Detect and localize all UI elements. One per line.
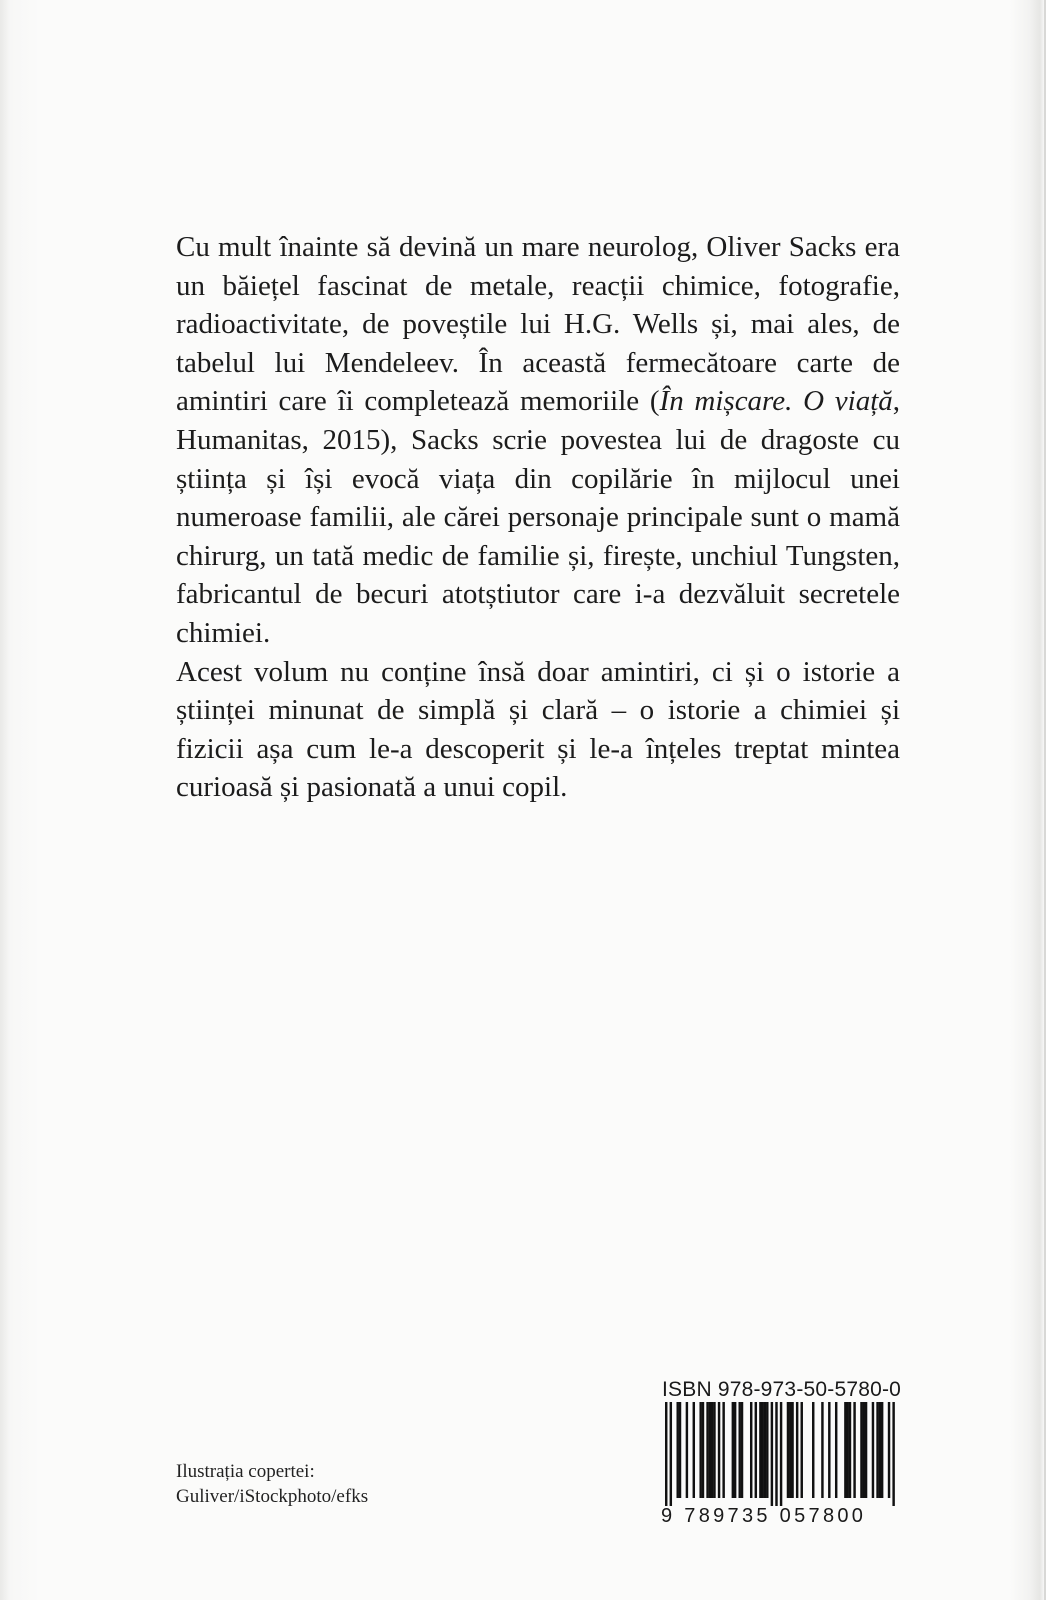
barcode-bar bbox=[771, 1402, 773, 1506]
barcode-bar bbox=[865, 1402, 867, 1498]
barcode-bar bbox=[775, 1402, 777, 1506]
barcode-bar bbox=[863, 1402, 865, 1498]
barcode-bar bbox=[670, 1402, 672, 1506]
barcode-bar bbox=[679, 1402, 681, 1498]
barcode-bar bbox=[812, 1402, 814, 1498]
barcode-bar bbox=[739, 1402, 741, 1498]
barcode-bar bbox=[665, 1402, 667, 1506]
cover-edge bbox=[1044, 0, 1046, 1600]
barcode-bar bbox=[764, 1402, 766, 1498]
blurb-text-part-a: Cu mult înainte să devină un mare neurolog, Oliver Sacks era un băiețel fascinat de metale, reacții chimice, fotografie, radioactivitate, de poveștile lui H.G. Wells și, mai ales, de tabelul lui Mendeleev. În această fermecătoare carte de amintiri care îi completează memoriile ( bbox=[176, 231, 900, 418]
barcode-bar bbox=[711, 1402, 713, 1498]
barcode-bar bbox=[789, 1402, 791, 1498]
barcode-bar bbox=[828, 1402, 830, 1498]
barcode-bar bbox=[881, 1402, 883, 1498]
credits-label: Ilustrația copertei: bbox=[176, 1461, 315, 1482]
barcode-bar bbox=[796, 1402, 798, 1498]
barcode-bar bbox=[853, 1402, 855, 1498]
barcode-bar bbox=[860, 1402, 862, 1498]
barcode-bar bbox=[686, 1402, 688, 1498]
barcode-bar bbox=[750, 1402, 752, 1498]
barcode-bar bbox=[780, 1402, 782, 1506]
blurb-paragraph-1 bbox=[176, 228, 900, 653]
barcode-bar bbox=[766, 1402, 768, 1498]
memoir-title: În mișcare. O viață bbox=[659, 385, 893, 418]
barcode-bar bbox=[787, 1402, 789, 1498]
barcode-bar bbox=[676, 1402, 678, 1498]
barcode-bar bbox=[741, 1402, 743, 1498]
barcode-bar bbox=[706, 1402, 708, 1498]
credits-source: Guliver/iStockphoto/efks bbox=[176, 1486, 369, 1507]
barcode-bar bbox=[801, 1402, 803, 1498]
barcode-bar bbox=[849, 1402, 851, 1498]
barcode-bar bbox=[699, 1402, 701, 1498]
barcode-bar bbox=[713, 1402, 715, 1498]
blurb-paragraph-2: Acest volum nu conține însă doar amintiri, ci și o istorie a științei minunat de simplă și clară – o istorie a chimiei și fizicii așa cum le-a descoperit și le-a înțeles treptat mintea curioasă și pasionată a unui copil. bbox=[176, 655, 900, 804]
barcode-bar bbox=[879, 1402, 881, 1498]
barcode-bar bbox=[835, 1402, 837, 1498]
isbn-label: ISBN 978-973-50-5780-0 bbox=[662, 1378, 902, 1401]
barcode-bar bbox=[718, 1402, 720, 1498]
barcode-bar bbox=[693, 1402, 695, 1498]
barcode-bar bbox=[872, 1402, 874, 1498]
barcode-bar bbox=[888, 1402, 890, 1498]
book-blurb bbox=[176, 228, 900, 807]
barcode-bar bbox=[702, 1402, 704, 1498]
barcode-bar bbox=[821, 1402, 823, 1498]
barcode-bar bbox=[876, 1402, 878, 1498]
barcode-bar bbox=[844, 1402, 846, 1498]
barcode-digits: 9 789735 057800 bbox=[661, 1505, 867, 1527]
barcode-bar bbox=[759, 1402, 761, 1498]
cover-credits bbox=[176, 1459, 368, 1509]
barcode-bar bbox=[722, 1402, 724, 1498]
barcode-bar bbox=[791, 1402, 793, 1498]
barcode-bar bbox=[734, 1402, 736, 1498]
barcode-bar bbox=[755, 1402, 757, 1498]
barcode bbox=[665, 1402, 897, 1506]
blurb-text-part-b: , Humanitas, 2015), Sacks scrie povestea lui de dragoste cu știința și își evocă viața din copilărie în mijlocul unei numeroase familii, ale cărei personaje principale sunt o mamă chirurg, un tată medic de familie și, firește, unchiul Tungsten, fabricantul de becuri atotștiutor care i-a dezvăluit secretele chimiei. bbox=[176, 385, 900, 649]
barcode-bar bbox=[732, 1402, 734, 1498]
barcode-bar bbox=[846, 1402, 848, 1498]
barcode-bar bbox=[892, 1402, 894, 1506]
barcode-bar bbox=[709, 1402, 711, 1498]
barcode-bar bbox=[761, 1402, 763, 1498]
